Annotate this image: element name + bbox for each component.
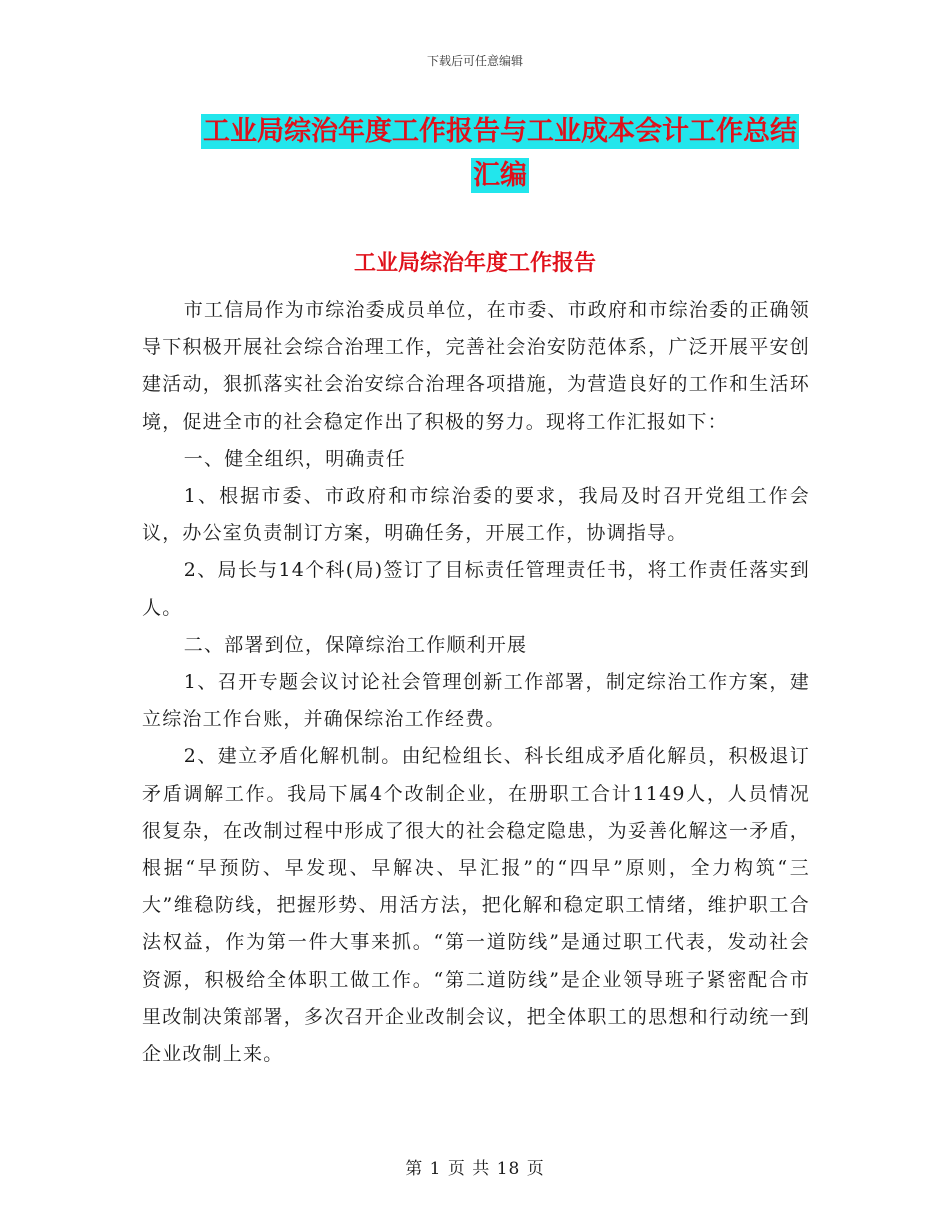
page-number: 1 <box>429 1159 442 1179</box>
paragraph: 1、根据市委、市政府和市综治委的要求，我局及时召开党组工作会议，办公室负责制订方案，明确任务，开展工作，协调指导。 <box>142 485 810 545</box>
body-text <box>142 292 810 1073</box>
paragraph: 2、局长与14个科(局)签订了目标责任管理责任书，将工作责任落实到人。 <box>142 559 810 619</box>
page-footer <box>0 1154 950 1179</box>
footer-mid: 页 共 <box>447 1159 491 1179</box>
section-title: 工业局综治年度工作报告 <box>353 251 596 276</box>
header-note: 下载后可任意编辑 <box>426 54 523 68</box>
paragraph: 市工信局作为市综治委成员单位，在市委、市政府和市综治委的正确领导下积极开展社会综合治理工作，完善社会治安防范体系，广泛开展平安创建活动，狠抓落实社会治安综合治理各项措施，为营造良好的工作和生活环境，促进全市的社会稳定作出了积极的努力。现将工作汇报如下： <box>142 299 810 433</box>
footer-suffix: 页 <box>526 1159 545 1179</box>
footer-prefix: 第 <box>405 1159 424 1179</box>
paragraph: 1、召开专题会议讨论社会管理创新工作部署，制定综治工作方案，建立综治工作台账，并确保综治工作经费。 <box>142 671 810 731</box>
paragraph: 一、健全组织，明确责任 <box>183 447 406 470</box>
paragraph: 2、建立矛盾化解机制。由纪检组长、科长组成矛盾化解员，积极退订矛盾调解工作。我局下属4个改制企业，在册职工合计1149人，人员情况很复杂，在改制过程中形成了很大的社会稳定隐患，为妥善化解这一矛盾，根据“早预防、早发现、早解决、早汇报”的“四早”原则，全力构筑“三大”维稳防线，把握形势、用活方法，把化解和稳定职工情绪，维护职工合法权益，作为第一件大事来抓。“第一道防线”是通过职工代表，发动社会资源，积极给全体职工做工作。“第二道防线”是企业领导班子紧密配合市里改制决策部署，多次召开企业改制会议，把全体职工的思想和行动统一到企业改制上来。 <box>142 745 810 1066</box>
paragraph: 二、部署到位，保障综治工作顺利开展 <box>183 633 528 656</box>
page-total: 18 <box>496 1159 521 1179</box>
document-title-text: 工业局综治年度工作报告与工业成本会计工作总结汇编 <box>203 116 797 191</box>
document-title <box>190 110 810 198</box>
